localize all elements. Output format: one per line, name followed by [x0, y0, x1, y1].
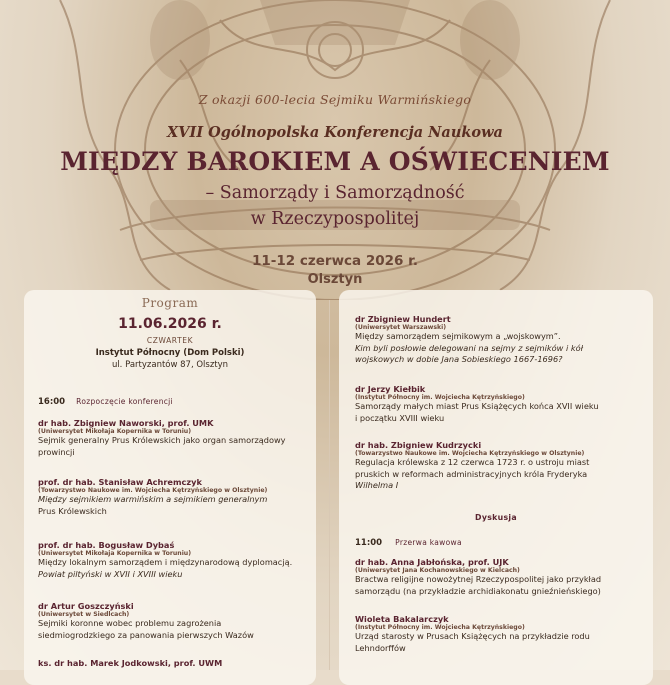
- talk-speaker: dr hab. Anna Jabłońska, prof. UJK: [355, 557, 509, 567]
- opening-label: Rozpoczęcie konferencji: [76, 397, 173, 406]
- talk-affiliation: (Instytut Północny im. Wojciecha Kętrzyńskiego): [355, 394, 525, 401]
- header: [0, 0, 670, 295]
- break-time: 11:00: [355, 538, 383, 548]
- talk-title: Bractwa religijne nowożytnej Rzeczypospolitej jako przykład: [355, 574, 602, 584]
- opening-row: [38, 389, 173, 408]
- program-weekday: CZWARTEK: [146, 336, 194, 345]
- talk-title: Między lokalnym samorządem i międzynarodową dyplomacją.: [38, 557, 293, 567]
- talk-entry: [38, 418, 308, 458]
- talk-speaker: dr Artur Goszczyński: [38, 601, 134, 611]
- talk-speaker: ks. dr hab. Marek Jodkowski, prof. UWM: [38, 658, 223, 668]
- program-date: 11.06.2026 r.: [118, 316, 222, 332]
- column-divider: [329, 300, 330, 670]
- occasion-line: Z okazji 600-lecia Sejmiku Warmińskiego: [198, 92, 472, 107]
- conference-title: MIĘDZY BAROKIEM A OŚWIECENIEM: [60, 147, 610, 176]
- talk-affiliation: (Towarzystwo Naukowe im. Wojciecha Kętrzyńskiego w Olsztynie): [355, 450, 585, 457]
- program-left-column: [24, 290, 316, 685]
- talk-affiliation: (Towarzystwo Naukowe im. Wojciecha Kętrzyńskiego w Olsztynie): [38, 487, 268, 494]
- talk-affiliation: (Uniwersytet Mikołaja Kopernika w Toruniu): [38, 550, 192, 557]
- talk-entry: [355, 557, 647, 597]
- talk-entry: [355, 614, 647, 654]
- talk-affiliation: (Instytut Północny im. Wojciecha Kętrzyńskiego): [355, 624, 525, 631]
- break-label: Przerwa kawowa: [395, 538, 462, 547]
- talk-entry: [38, 477, 308, 517]
- talk-affiliation: (Uniwersytet w Siedlcach): [38, 611, 130, 618]
- talk-title: Wilhelma I: [355, 480, 399, 490]
- conference-subtitle-line-1: – Samorządy i Samorządność: [205, 183, 465, 203]
- program-venue: Instytut Północny (Dom Polski): [95, 348, 245, 358]
- talk-entry: [355, 384, 647, 424]
- talk-entry: [38, 601, 308, 641]
- talk-title: i początku XVIII wieku: [355, 412, 445, 423]
- program-heading: Program: [141, 296, 199, 310]
- opening-time: 16:00: [38, 397, 66, 407]
- talk-entry: [355, 440, 647, 492]
- conference-subtitle-line-2: w Rzeczypospolitej: [250, 209, 420, 229]
- talk-title: Sejmik generalny Prus Królewskich jako organ samorządowy: [38, 435, 286, 445]
- discussion-label: Dyskusja: [475, 513, 517, 522]
- talk-speaker: dr hab. Zbigniew Naworski, prof. UMK: [38, 418, 214, 428]
- talk-title: prowincji: [38, 446, 75, 457]
- talk-affiliation: (Uniwersytet Mikołaja Kopernika w Toruniu): [38, 428, 192, 435]
- talk-title: Między samorządem sejmikowym a „wojskowym”.: [355, 331, 561, 341]
- talk-title: wojskowych w dobie Jana Sobieskiego 1667-1696?: [355, 354, 563, 364]
- program-address: ul. Partyzantów 87, Olsztyn: [111, 360, 229, 370]
- talk-speaker: Wioleta Bakalarczyk: [355, 614, 449, 624]
- break-row: [355, 530, 462, 549]
- talk-title: Urząd starosty w Prusach Książęcych na przykładzie rodu: [355, 631, 590, 641]
- talk-entry: [38, 540, 308, 580]
- talk-title: pruskich w reformach administracyjnych króla Fryderyka: [355, 468, 588, 479]
- talk-affiliation: (Uniwersytet Jana Kochanowskiego w Kielcach): [355, 567, 520, 574]
- talk-title: Samorządy małych miast Prus Książęcych końca XVII wieku: [355, 401, 599, 411]
- talk-title: Sejmiki koronne wobec problemu zagrożenia: [38, 618, 222, 628]
- program-right-column: [339, 290, 653, 685]
- talk-speaker: dr Zbigniew Hundert: [355, 314, 451, 324]
- conference-name: XVII Ogólnopolska Konferencja Naukowa: [167, 124, 503, 141]
- talk-speaker: prof. dr hab. Stanisław Achremczyk: [38, 477, 202, 487]
- conference-dates: 11-12 czerwca 2026 r.: [252, 253, 418, 269]
- conference-city: Olsztyn: [307, 272, 363, 287]
- talk-title: samorządu (na przykładzie archidiakonatu gnieźnieńskiego): [355, 585, 601, 596]
- talk-title: Między sejmikiem warmińskim a sejmikiem generalnym: [38, 494, 268, 504]
- talk-entry: [355, 314, 647, 366]
- talk-title: Regulacja królewska z 12 czerwca 1723 r. o ustroju miast: [355, 457, 590, 467]
- talk-affiliation: (Uniwersytet Warszawski): [355, 324, 447, 331]
- talk-title: Prus Królewskich: [38, 505, 107, 516]
- talk-speaker: prof. dr hab. Bogusław Dybaś: [38, 540, 175, 550]
- talk-speaker: dr Jerzy Kiełbik: [355, 384, 426, 394]
- talk-title: Lehndorffów: [355, 642, 406, 653]
- talk-speaker: dr hab. Zbigniew Kudrzycki: [355, 440, 482, 450]
- talk-title: Powiat piltyński w XVII i XVIII wieku: [38, 568, 183, 579]
- talk-title: Kim byli posłowie delegowani na sejmy z sejmików i kół: [355, 342, 583, 353]
- talk-title: siedmiogrodzkiego za panowania pierwszych Wazów: [38, 629, 254, 640]
